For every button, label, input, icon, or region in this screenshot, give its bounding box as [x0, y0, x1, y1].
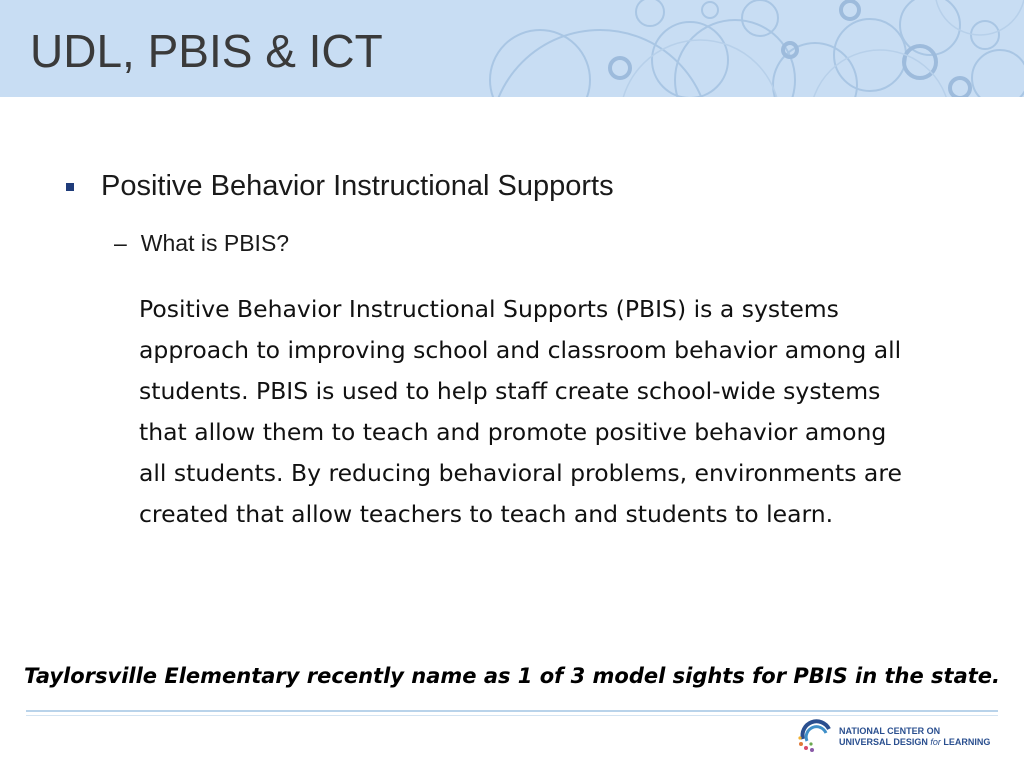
udl-logo-icon [797, 717, 835, 753]
bullet-level-2-text: What is PBIS? [140, 230, 290, 256]
slide-title: UDL, PBIS & ICT [30, 25, 383, 77]
footer-divider [26, 710, 998, 712]
footnote: Taylorsville Elementary recently name as 1 of 3 model sights for PBIS in the state. [24, 664, 1000, 688]
logo-line-2-for: for [930, 737, 941, 747]
logo-line-1: NATIONAL CENTER ON [839, 726, 941, 736]
dash-bullet: – [114, 230, 127, 256]
bullet-level-1 [66, 170, 614, 203]
logo-line-2 [839, 737, 990, 747]
logo-line-2-b: LEARNING [940, 737, 991, 747]
bullet-level-2 [114, 230, 289, 257]
footer-divider-secondary [26, 715, 998, 716]
square-bullet-icon [66, 183, 74, 191]
logo-line-2-a: UNIVERSAL DESIGN [839, 737, 931, 747]
udl-logo [797, 717, 997, 757]
pbis-definition-paragraph: Positive Behavior Instructional Supports (PBIS) is a systems approach to improving school and classroom behavior among all students. PBIS is used to help staff create school-wide systems that allow them to teach and promote positive behavior among all students. By reducing behavioral problems, environments are created that allow teachers to teach and students to learn. [139, 295, 902, 528]
bullet-level-1-text: Positive Behavior Instructional Supports [101, 170, 614, 202]
